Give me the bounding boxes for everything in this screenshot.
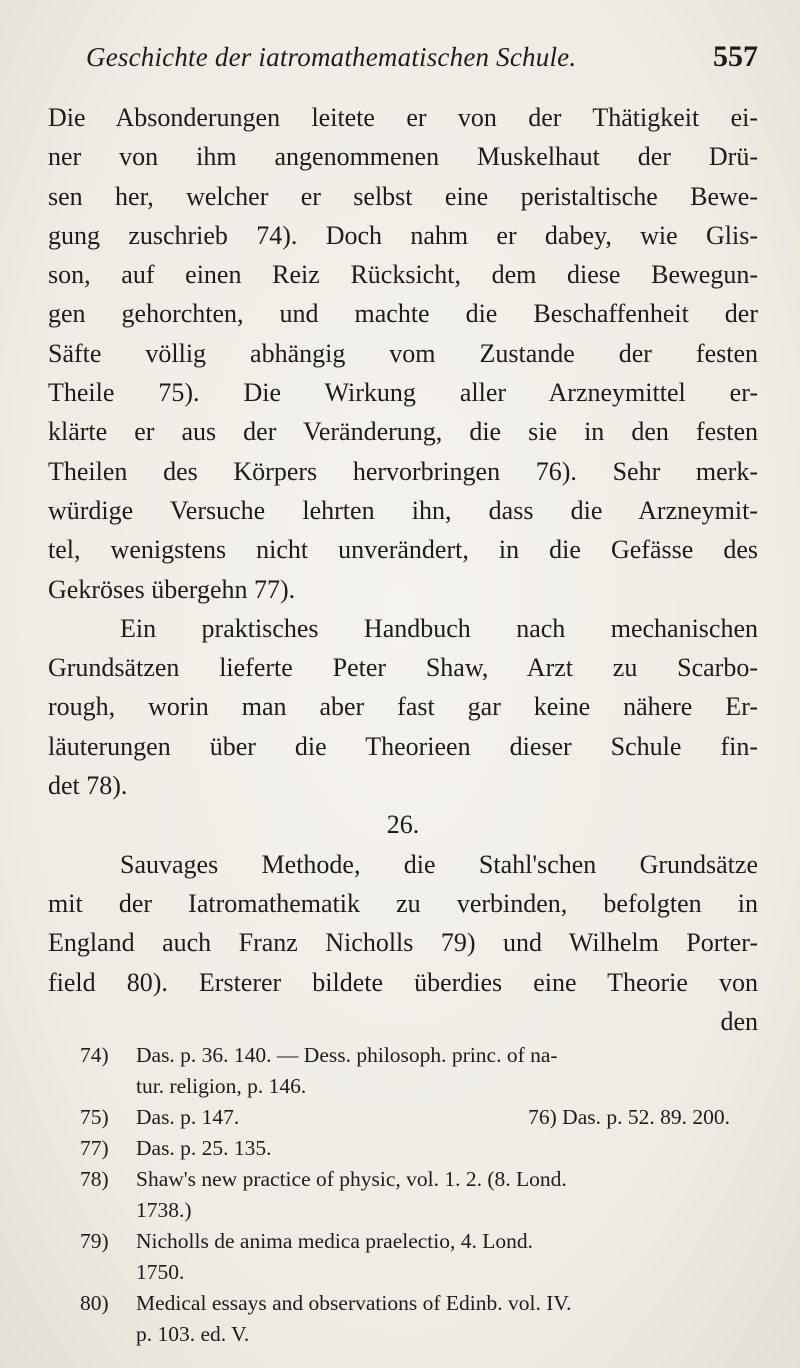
text-line: Säfte völlig abhängig vom Zustande der festen: [48, 338, 758, 368]
footnote-text: Das. p. 147.: [136, 1105, 240, 1129]
footnote-77: [80, 1133, 760, 1164]
text-line: field 80). Ersterer bildete überdies eine Theorie von: [48, 967, 758, 997]
text-line: würdige Versuche lehrten ihn, dass die Arzneymit-: [48, 495, 758, 525]
text-line: läuterungen über die Theorieen dieser Schule fin-: [48, 731, 758, 761]
footnote-79: [80, 1226, 760, 1288]
text-line: Theilen des Körpers hervorbringen 76). Sehr merk-: [48, 456, 758, 486]
footnotes: [80, 1040, 760, 1350]
section-number: 26.: [386, 810, 420, 840]
text-line: mit der Iatromathematik zu verbinden, befolgten in: [48, 888, 758, 918]
page-header: [86, 38, 766, 82]
text-line: gung zuschrieb 74). Doch nahm er dabey, wie Glis-: [48, 220, 758, 250]
paragraph-start-line: Ein praktisches Handbuch nach mechanischen: [120, 613, 758, 643]
footnote-number: 75): [80, 1105, 109, 1129]
text-line: Theile 75). Die Wirkung aller Arzneymittel er-: [48, 378, 758, 408]
text-line: klärte er aus der Veränderung, die sie in den festen: [48, 417, 758, 447]
footnote-text: 1750.: [136, 1260, 185, 1284]
footnote-text: Nicholls de anima medica praelectio, 4. Lond.: [136, 1229, 534, 1253]
footnote-text: 1738.): [136, 1198, 192, 1222]
footnote-text: p. 103. ed. V.: [136, 1322, 250, 1346]
footnote-text: Das. p. 36. 140. — Dess. philosoph. princ. of na-: [136, 1043, 558, 1067]
footnote-number: 80): [80, 1291, 109, 1315]
footnote-text: Medical essays and observations of Edinb. vol. IV.: [136, 1291, 572, 1315]
footnote-number: 77): [80, 1136, 109, 1160]
footnote-text: Shaw's new practice of physic, vol. 1. 2. (8. Lond.: [136, 1167, 567, 1191]
text-line: Die Absonderungen leitete er von der Thätigkeit ei-: [48, 103, 758, 132]
footnote-text: tur. religion, p. 146.: [136, 1074, 307, 1098]
body-text: [48, 98, 758, 1041]
paragraph-start-line: Sauvages Methode, die Stahl'schen Grundsätze: [120, 849, 758, 879]
running-title: Geschichte der iatromathematischen Schule.: [86, 42, 577, 72]
text-line: sen her, welcher er selbst eine peristaltische Bewe-: [48, 181, 758, 211]
text-line: Grundsätzen lieferte Peter Shaw, Arzt zu Scarbo-: [48, 653, 758, 683]
footnote-80: [80, 1288, 760, 1350]
text-line: gen gehorchten, und machte die Beschaffenheit der: [48, 299, 758, 329]
text-line: England auch Franz Nicholls 79) und Wilhelm Porter-: [48, 928, 758, 958]
footnote-75-76: [80, 1102, 760, 1133]
text-line: tel, wenigstens nicht unverändert, in die Gefässe des: [48, 535, 758, 565]
footnote-74: [80, 1040, 760, 1102]
footnote-number: 74): [80, 1043, 109, 1067]
text-line: rough, worin man aber fast gar keine nähere Er-: [48, 692, 758, 722]
text-line: Gekröses übergehn 77).: [48, 574, 296, 604]
page-number: 557: [713, 40, 758, 73]
text-line: son, auf einen Reiz Rücksicht, dem diese Bewegun-: [48, 260, 758, 290]
footnote-text: Das. p. 25. 135.: [136, 1136, 272, 1160]
footnote-76: 76) Das. p. 52. 89. 200.: [528, 1105, 730, 1129]
text-line: det 78).: [48, 771, 128, 801]
catchword: den: [720, 1006, 758, 1036]
footnote-78: [80, 1164, 760, 1226]
footnote-number: 78): [80, 1167, 109, 1191]
footnote-number: 79): [80, 1229, 109, 1253]
text-line: ner von ihm angenommenen Muskelhaut der Drü-: [48, 142, 758, 172]
